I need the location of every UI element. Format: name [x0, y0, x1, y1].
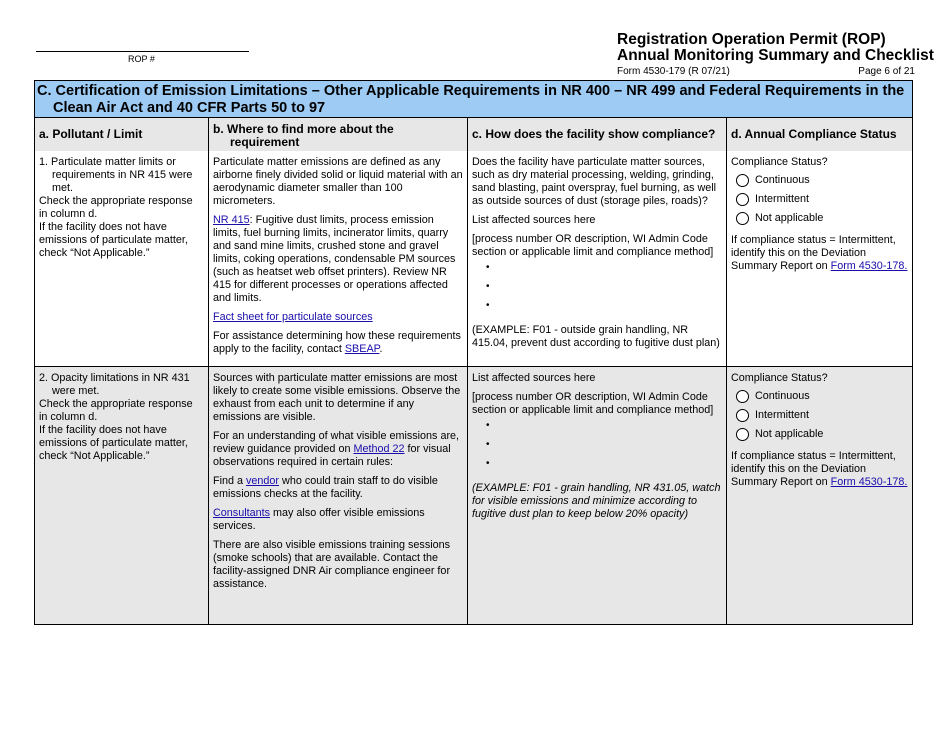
table-row [35, 367, 912, 624]
assistance-text: For assistance determining how these requirements apply to the facility, contact [213, 330, 461, 355]
option-label: Continuous [755, 390, 810, 402]
radio-button[interactable] [736, 390, 749, 403]
pollutant-cell [35, 151, 208, 366]
option-label: Not applicable [755, 212, 824, 224]
not-applicable-note: If the facility does not have emissions of particulate matter, check “Not Applicable.” [39, 221, 188, 259]
sources-list[interactable] [472, 419, 722, 476]
section-heading [35, 81, 912, 118]
page-title [617, 32, 934, 64]
radio-button[interactable] [736, 174, 749, 187]
section-title-line-2: Clean Air Act and 40 CFR Parts 50 to 97 [53, 99, 326, 116]
intermittent-note-text: If compliance status = Intermittent, identify this on the Deviation Summary Report on [731, 450, 896, 488]
status-question: Compliance Status? [731, 372, 828, 384]
vendor-link[interactable]: vendor [246, 475, 280, 487]
list-item[interactable]: • [486, 439, 490, 450]
list-sources-label: List affected sources here [472, 214, 596, 226]
intermittent-note-text: If compliance status = Intermittent, identify this on the Deviation Summary Report on [731, 234, 896, 272]
page-number: Page 6 of 21 [858, 66, 915, 77]
nr415-paragraph [213, 214, 463, 305]
definition-text: Particulate matter emissions are defined as any airborne finely divided solid or liquid material with an aerodynamic diameter smaller than 100 micrometers. [213, 156, 463, 207]
status-question: Compliance Status? [731, 156, 828, 168]
column-header-where-line-2: requirement [230, 135, 300, 149]
form-number: Form 4530-179 (R 07/21) [617, 66, 730, 77]
requirement-text: 1. Particulate matter limits or requirements in NR 415 were met. [39, 156, 193, 194]
training-text: There are also visible emissions training sessions (smoke schools) that are available. Contact the facility-assigned DNR Air compliance engineer for assistance. [213, 539, 451, 590]
option-label: Not applicable [755, 428, 824, 440]
method-22-paragraph [213, 430, 463, 469]
sources-list[interactable] [472, 261, 722, 318]
reference-cell [208, 367, 467, 624]
column-header-pollutant: a. Pollutant / Limit [39, 127, 143, 141]
compliance-cell[interactable] [467, 151, 726, 366]
option-intermittent[interactable] [731, 406, 908, 425]
vendor-text-end: who could train staff to do visible emissions checks at the facility. [213, 475, 438, 500]
list-item[interactable]: • [486, 300, 490, 311]
option-label: Continuous [755, 174, 810, 186]
radio-button[interactable] [736, 428, 749, 441]
fact-sheet-paragraph [213, 311, 463, 324]
compliance-cell[interactable] [467, 367, 726, 624]
column-header-status: d. Annual Compliance Status [726, 118, 912, 151]
option-continuous[interactable] [731, 387, 908, 406]
example-text: (EXAMPLE: F01 - grain handling, NR 431.05, watch for visible emissions and minimize according to fugitive dust plan to keep below 20% opacity) [472, 482, 721, 520]
intermittent-note [731, 234, 908, 273]
example-text: (EXAMPLE: F01 - outside grain handling, NR 415.04, prevent dust according to fugitive dust plan) [472, 324, 720, 349]
list-item[interactable]: • [486, 458, 490, 469]
list-item[interactable]: • [486, 281, 490, 292]
fact-sheet-link[interactable]: Fact sheet for particulate sources [213, 311, 373, 323]
status-cell [726, 367, 912, 624]
status-cell [726, 151, 912, 366]
vendor-paragraph [213, 475, 463, 501]
column-header-row [35, 118, 912, 152]
section-c-table [34, 80, 913, 625]
form-4530-178-link[interactable]: Form 4530-178. [830, 260, 908, 272]
method-22-text-end: for visual observations required in certain rules: [213, 443, 451, 468]
form-4530-178-link[interactable]: Form 4530-178. [830, 476, 908, 488]
rop-number-label: ROP # [128, 54, 155, 64]
radio-button[interactable] [736, 212, 749, 225]
option-label: Intermittent [755, 193, 810, 205]
nr415-text: : Fugitive dust limits, process emission limits, fuel burning limits, incinerator limits, quarry and sand mine limits, crushed stone and gravel limits, coking operations, condensable PM sources (such as heatset web offset printers). Review NR 415 for different processes or operations affected and limits. [213, 214, 456, 304]
not-applicable-note: If the facility does not have emissions of particulate matter, check “Not Applicable.” [39, 424, 188, 462]
option-continuous[interactable] [731, 171, 908, 190]
method-22-text: For an understanding of what visible emissions are, review guidance provided on [213, 430, 460, 455]
section-title-line-1: C. Certification of Emission Limitations – Other Applicable Requirements in NR 400 – NR 499 and Federal Requirements in the [37, 83, 905, 99]
option-not-applicable[interactable] [731, 209, 908, 228]
question-text: Does the facility have particulate matter sources, such as dry material processing, welding, grinding, sand blasting, paint overspray, fuel burning, as well as outside sources of dust (storage piles, roads)? [472, 156, 717, 207]
instruction-text: Check the appropriate response in column d. [39, 398, 193, 423]
assistance-paragraph [213, 330, 463, 356]
list-item[interactable]: • [486, 420, 490, 431]
title-line-1: Registration Operation Permit (ROP) [617, 31, 886, 48]
title-line-2: Annual Monitoring Summary and Checklist [617, 47, 934, 64]
instruction-text: Check the appropriate response in column d. [39, 195, 193, 220]
pollutant-cell [35, 367, 208, 624]
column-header-where-line-1: b. Where to find more about the [213, 122, 394, 136]
intermittent-note [731, 450, 908, 489]
column-header-where [208, 118, 467, 151]
requirement-text: 2. Opacity limitations in NR 431 were met. [39, 372, 190, 397]
assistance-text-end: . [379, 343, 383, 355]
sbeap-link[interactable]: SBEAP [344, 343, 380, 355]
rop-number-field[interactable] [36, 51, 249, 52]
method-22-link[interactable]: Method 22 [353, 443, 405, 455]
column-header-compliance: c. How does the facility show compliance? [467, 118, 726, 151]
list-item[interactable]: • [486, 262, 490, 273]
vendor-text: Find a [213, 475, 247, 487]
radio-button[interactable] [736, 193, 749, 206]
table-row [35, 151, 912, 367]
consultants-paragraph [213, 507, 463, 533]
reference-cell [208, 151, 467, 366]
nr-415-link[interactable]: NR 415 [213, 214, 250, 226]
option-intermittent[interactable] [731, 190, 908, 209]
list-sources-label: List affected sources here [472, 372, 596, 384]
radio-button[interactable] [736, 409, 749, 422]
format-hint: [process number OR description, WI Admin Code section or applicable limit and compliance method] [472, 391, 714, 416]
consultants-link[interactable]: Consultants [213, 507, 271, 519]
option-label: Intermittent [755, 409, 810, 421]
option-not-applicable[interactable] [731, 425, 908, 444]
visible-emissions-text: Sources with particulate matter emissions are most likely to create some visible emissions. Observe the exhaust from each unit to determine if any emissions are visible. [213, 372, 461, 423]
format-hint: [process number OR description, WI Admin Code section or applicable limit and compliance method] [472, 233, 714, 258]
consultants-text: may also offer visible emissions services. [213, 507, 425, 532]
